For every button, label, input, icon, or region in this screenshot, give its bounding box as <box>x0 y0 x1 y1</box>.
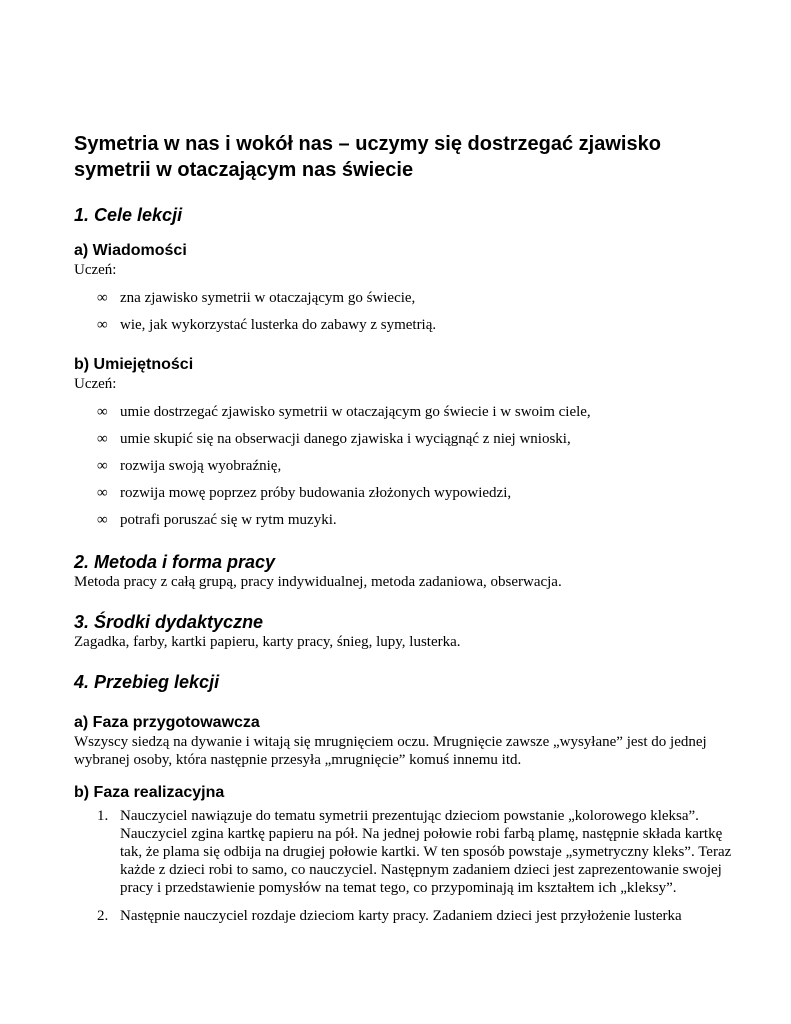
list-item <box>74 403 734 430</box>
heading-srodki: 3. Środki dydaktyczne <box>74 612 264 632</box>
heading-metoda: 2. Metoda i forma pracy <box>74 552 276 572</box>
list-item-text: rozwija mowę poprzez próby budowania złożonych wypowiedzi, <box>120 485 512 501</box>
infinity-bullet-icon: ∞ <box>97 431 108 447</box>
list-item-text: rozwija swoją wyobraźnię, <box>120 458 282 474</box>
list-item <box>74 457 734 484</box>
heading-faza-przygotowawcza: a) Faza przygotowawcza <box>74 714 260 731</box>
infinity-bullet-icon: ∞ <box>97 458 108 474</box>
list-item <box>74 430 734 457</box>
wiadomosci-intro: Uczeń: <box>74 262 117 278</box>
list-item <box>74 316 734 343</box>
list-item-text: wie, jak wykorzystać lusterka do zabawy z symetrią. <box>120 317 437 333</box>
list-item-text: potrafi poruszać się w rytm muzyki. <box>120 512 337 528</box>
list-item-text: Nauczyciel nawiązuje do tematu symetrii prezentując dzieciom powstanie „kolorowego kleksa”. Nauczyciel zgina kartkę papieru na pół. Na jednej połowie robi farbą plamę, następnie składa kartkę tak, że plama się odbija na drugiej połowie kartki. W ten sposób powstaje „symetryczny kleks”. Teraz każde z dzieci robi to samo, co nauczyciel. Następnym zadaniem dzieci jest zaprezentowanie swojej pracy i przedstawienie pomysłów na temat tego, co przypominają im kształtem ich „kleksy”. <box>120 808 732 896</box>
list-item-text: Następnie nauczyciel rozdaje dzieciom karty pracy. Zadaniem dzieci jest przyłożenie lusterka <box>120 908 682 924</box>
infinity-bullet-icon: ∞ <box>97 317 108 333</box>
list-item <box>74 289 734 316</box>
infinity-bullet-icon: ∞ <box>97 290 108 306</box>
document-title: Symetria w nas i wokół nas – uczymy się dostrzegać zjawisko symetrii w otaczającym nas świecie <box>74 133 661 181</box>
srodki-text: Zagadka, farby, kartki papieru, karty pracy, śnieg, lupy, lusterka. <box>74 634 461 650</box>
infinity-bullet-icon: ∞ <box>97 485 108 501</box>
list-item-text: umie dostrzegać zjawisko symetrii w otaczającym go świecie i w swoim ciele, <box>120 404 591 420</box>
infinity-bullet-icon: ∞ <box>97 404 108 420</box>
heading-przebieg: 4. Przebieg lekcji <box>74 672 220 692</box>
heading-faza-realizacyjna: b) Faza realizacyjna <box>74 784 225 801</box>
list-item <box>74 807 734 897</box>
faza-realizacyjna-list <box>74 807 734 925</box>
infinity-bullet-icon: ∞ <box>97 512 108 528</box>
heading-umiejetnosci: b) Umiejętności <box>74 356 194 373</box>
document-content <box>74 131 734 935</box>
umiejetnosci-list <box>74 403 734 538</box>
list-number: 1. <box>97 808 109 824</box>
heading-cele-lekcji: 1. Cele lekcji <box>74 205 183 225</box>
list-item-text: zna zjawisko symetrii w otaczającym go świecie, <box>120 290 416 306</box>
list-item-text: umie skupić się na obserwacji danego zjawiska i wyciągnąć z niej wnioski, <box>120 431 571 447</box>
list-item <box>74 907 734 925</box>
metoda-text: Metoda pracy z całą grupą, pracy indywidualnej, metoda zadaniowa, obserwacja. <box>74 574 562 590</box>
list-item <box>74 511 734 538</box>
faza-przygotowawcza-text: Wszyscy siedzą na dywanie i witają się mrugnięciem oczu. Mrugnięcie zawsze „wysyłane” jest do jednej wybranej osoby, która następnie przesyła „mrugnięcie” komuś innemu itd. <box>74 734 707 768</box>
list-item <box>74 484 734 511</box>
heading-wiadomosci: a) Wiadomości <box>74 242 187 259</box>
list-number: 2. <box>97 908 109 924</box>
umiejetnosci-intro: Uczeń: <box>74 376 117 392</box>
wiadomosci-list <box>74 289 734 343</box>
